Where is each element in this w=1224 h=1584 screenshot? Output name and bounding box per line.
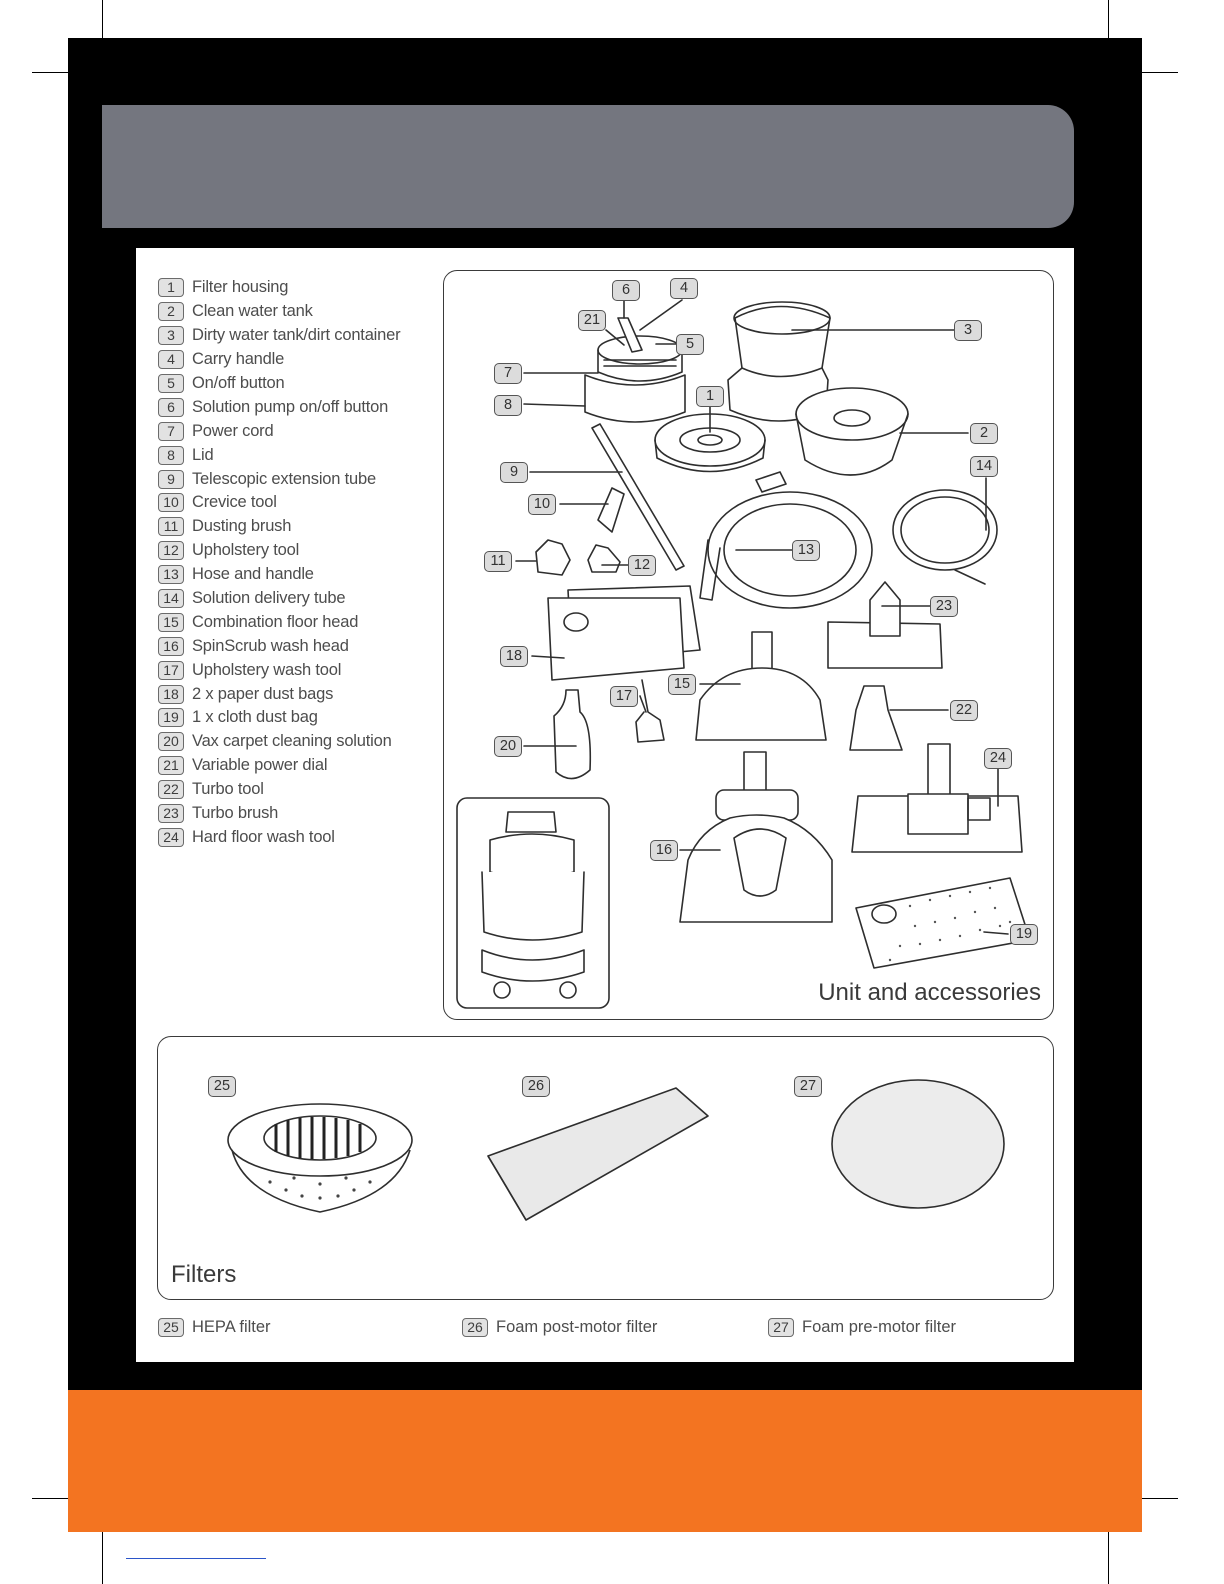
- callout-tag: 4: [670, 278, 698, 299]
- part-label: Lid: [192, 445, 214, 464]
- filter-legend-hepa: [158, 1318, 271, 1337]
- part-number: 15: [158, 613, 184, 632]
- part-label: Hose and handle: [192, 565, 314, 584]
- filters-caption: Filters: [171, 1261, 237, 1288]
- part-number: 3: [158, 326, 184, 345]
- part-label: Solution pump on/off button: [192, 397, 389, 416]
- part-label: Dusting brush: [192, 517, 292, 536]
- part-label: Crevice tool: [192, 493, 277, 512]
- callout-tag: 13: [792, 540, 820, 561]
- callout-tag: 15: [668, 674, 696, 695]
- filter-tag: 26: [522, 1076, 550, 1097]
- filter-label: Foam post-motor filter: [496, 1318, 658, 1336]
- callout-tag: 1: [696, 386, 724, 407]
- callout-tag: 9: [500, 462, 528, 483]
- part-number: 7: [158, 422, 184, 441]
- part-number: 24: [158, 828, 184, 847]
- part-label: Turbo brush: [192, 804, 279, 823]
- callout-tag: 12: [628, 555, 656, 576]
- callout-tag: 16: [650, 840, 678, 861]
- foam-post-motor-illustration: [488, 1088, 708, 1220]
- callout-tag: 22: [950, 700, 978, 721]
- part-label: Turbo tool: [192, 780, 264, 799]
- filter-number: 25: [158, 1318, 184, 1337]
- part-number: 23: [158, 804, 184, 823]
- part-label: Power cord: [192, 421, 274, 440]
- filter-label: Foam pre-motor filter: [802, 1318, 957, 1336]
- callout-tag: 20: [494, 736, 522, 757]
- part-number: 19: [158, 708, 184, 727]
- part-label: Variable power dial: [192, 756, 328, 775]
- part-number: 13: [158, 565, 184, 584]
- part-number: 2: [158, 302, 184, 321]
- hepa-filter-illustration: [228, 1104, 412, 1212]
- part-label: Solution delivery tube: [192, 589, 346, 608]
- callout-tag: 14: [970, 456, 998, 477]
- part-number: 14: [158, 589, 184, 608]
- callout-tag: 2: [970, 423, 998, 444]
- filter-tag: 25: [208, 1076, 236, 1097]
- part-label: Combination floor head: [192, 612, 359, 631]
- callout-tag: 11: [484, 551, 512, 572]
- callout-tag: 23: [930, 596, 958, 617]
- callout-tag: 6: [612, 280, 640, 301]
- part-number: 1: [158, 278, 184, 297]
- callout-tag: 7: [494, 363, 522, 384]
- part-label: 1 x cloth dust bag: [192, 708, 318, 727]
- part-label: Clean water tank: [192, 302, 313, 321]
- callout-tag: 19: [1010, 924, 1038, 945]
- filter-tag: 27: [794, 1076, 822, 1097]
- part-number: 12: [158, 541, 184, 560]
- callout-tag: 21: [578, 310, 606, 331]
- part-label: Upholstery tool: [192, 541, 300, 560]
- part-number: 8: [158, 446, 184, 465]
- callout-tag: 5: [676, 334, 704, 355]
- part-number: 18: [158, 685, 184, 704]
- unit-accessories-caption: Unit and accessories: [818, 979, 1041, 1006]
- part-label: Hard floor wash tool: [192, 827, 335, 846]
- callout-tag: 18: [500, 646, 528, 667]
- filter-number: 27: [768, 1318, 794, 1337]
- foam-pre-motor-illustration: [832, 1080, 1004, 1208]
- part-label: Filter housing: [192, 278, 289, 297]
- callout-tag: 10: [528, 494, 556, 515]
- part-number: 22: [158, 780, 184, 799]
- part-label: Dirty water tank/dirt container: [192, 326, 401, 345]
- filter-number: 26: [462, 1318, 488, 1337]
- part-number: 4: [158, 350, 184, 369]
- part-number: 5: [158, 374, 184, 393]
- callout-tag: 17: [610, 686, 638, 707]
- callout-tag: 24: [984, 748, 1012, 769]
- part-label: On/off button: [192, 374, 285, 392]
- part-label: Upholstery wash tool: [192, 660, 342, 679]
- part-number: 20: [158, 732, 184, 751]
- filter-label: HEPA filter: [192, 1318, 271, 1336]
- part-label: Telescopic extension tube: [192, 469, 376, 488]
- part-label: Carry handle: [192, 350, 285, 369]
- part-label: Vax carpet cleaning solution: [192, 732, 392, 751]
- filter-legend-pre-motor: [768, 1318, 956, 1337]
- callout-tag: 8: [494, 395, 522, 416]
- part-number: 10: [158, 493, 184, 512]
- part-number: 11: [158, 517, 184, 536]
- part-number: 9: [158, 470, 184, 489]
- part-number: 21: [158, 756, 184, 775]
- part-number: 17: [158, 661, 184, 680]
- filter-legend-post-motor: [462, 1318, 657, 1337]
- callout-tag: 3: [954, 320, 982, 341]
- part-number: 16: [158, 637, 184, 656]
- part-number: 6: [158, 398, 184, 417]
- part-label: 2 x paper dust bags: [192, 684, 334, 703]
- part-label: SpinScrub wash head: [192, 636, 349, 655]
